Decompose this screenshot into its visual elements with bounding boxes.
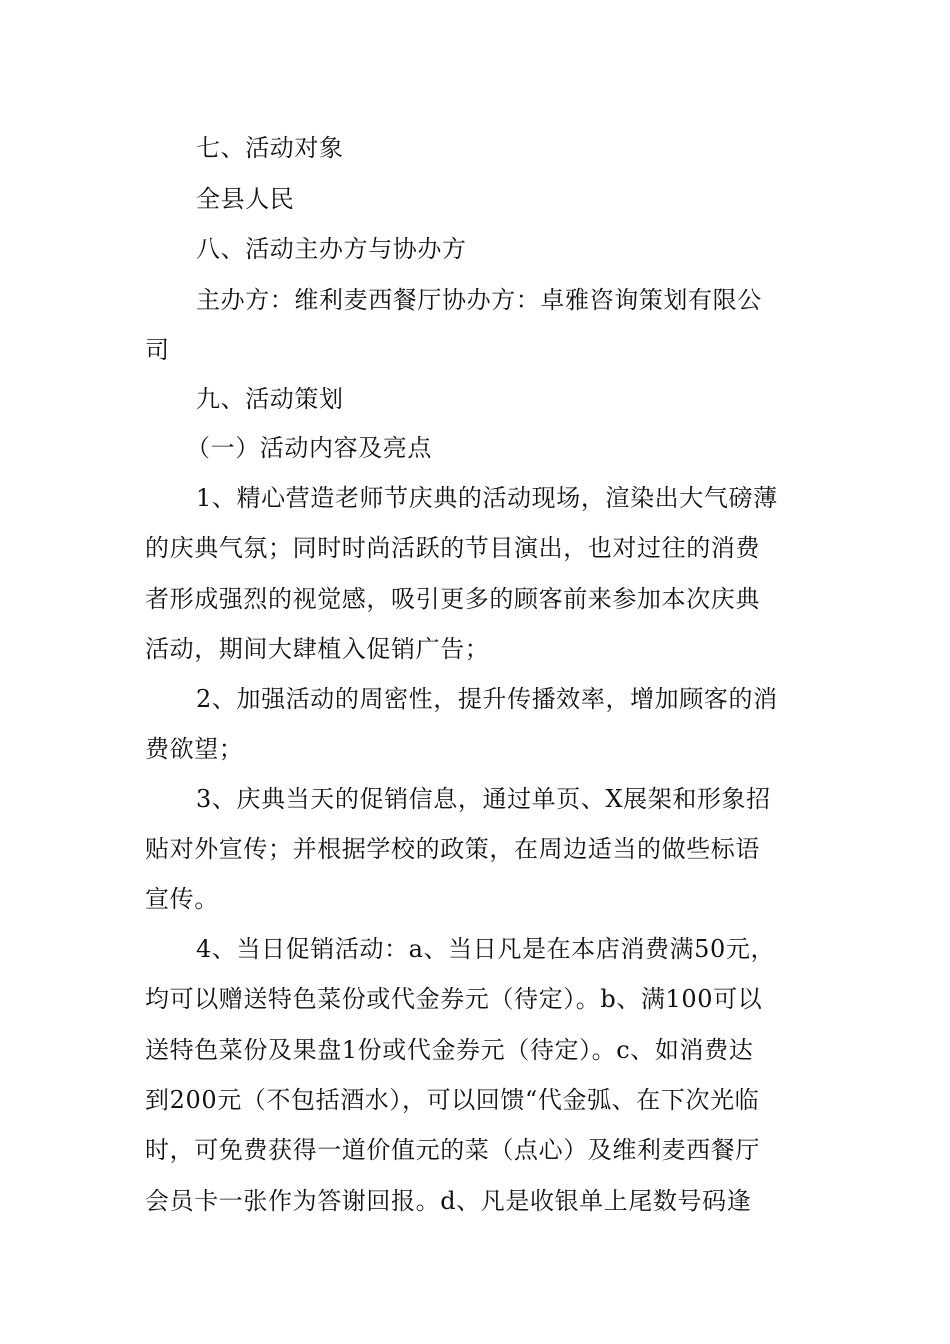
paragraph-line: 主办方：维利麦西餐厅协办方：卓雅咨询策划有限公 <box>196 286 762 314</box>
heading-activity-target: 七、活动对象 <box>196 134 344 162</box>
paragraph-line: 司 <box>145 336 170 364</box>
paragraph-line: 活动，期间大肆植入促销广告； <box>145 635 490 663</box>
paragraph-line: 1、精心营造老师节庆典的活动现场，渲染出大气磅薄 <box>196 484 778 512</box>
paragraph-line: 全县人民 <box>196 185 295 213</box>
paragraph-line: 到200元（不包括酒水），可以回馈“代金弧、在下次光临 <box>145 1086 760 1114</box>
paragraph-line: 时，可免费获得一道价值元的菜（点心）及维利麦西餐厅 <box>145 1136 760 1164</box>
paragraph-line: 均可以赠送特色菜份或代金券元（待定）。b、满100可以 <box>145 985 763 1013</box>
subheading-content-highlights: （一）活动内容及亮点 <box>186 434 432 462</box>
heading-organizers: 八、活动主办方与协办方 <box>196 235 467 263</box>
paragraph-line: 4、当日促销活动：a、当日凡是在本店消费满50元， <box>196 935 776 963</box>
paragraph-line: 送特色菜份及果盘1份或代金券元（待定）。c、如消费达 <box>145 1036 754 1064</box>
paragraph-line: 的庆典气氛；同时时尚活跃的节目演出，也对过往的消费 <box>145 534 760 562</box>
paragraph-line: 贴对外宣传；并根据学校的政策，在周边适当的做些标语 <box>145 835 760 863</box>
paragraph-line: 费欲望； <box>145 735 244 763</box>
paragraph-line: 2、加强活动的周密性，提升传播效率，增加顾客的消 <box>196 685 778 713</box>
paragraph-line: 3、庆典当天的促销信息，通过单页、X展架和形象招 <box>196 785 771 813</box>
paragraph-line: 宣传。 <box>145 885 219 913</box>
paragraph-line: 者形成强烈的视觉感，吸引更多的顾客前来参加本次庆典 <box>145 585 760 613</box>
heading-activity-planning: 九、活动策划 <box>196 385 344 413</box>
paragraph-line: 会员卡一张作为答谢回报。d、凡是收银单上尾数号码逢 <box>145 1187 752 1215</box>
